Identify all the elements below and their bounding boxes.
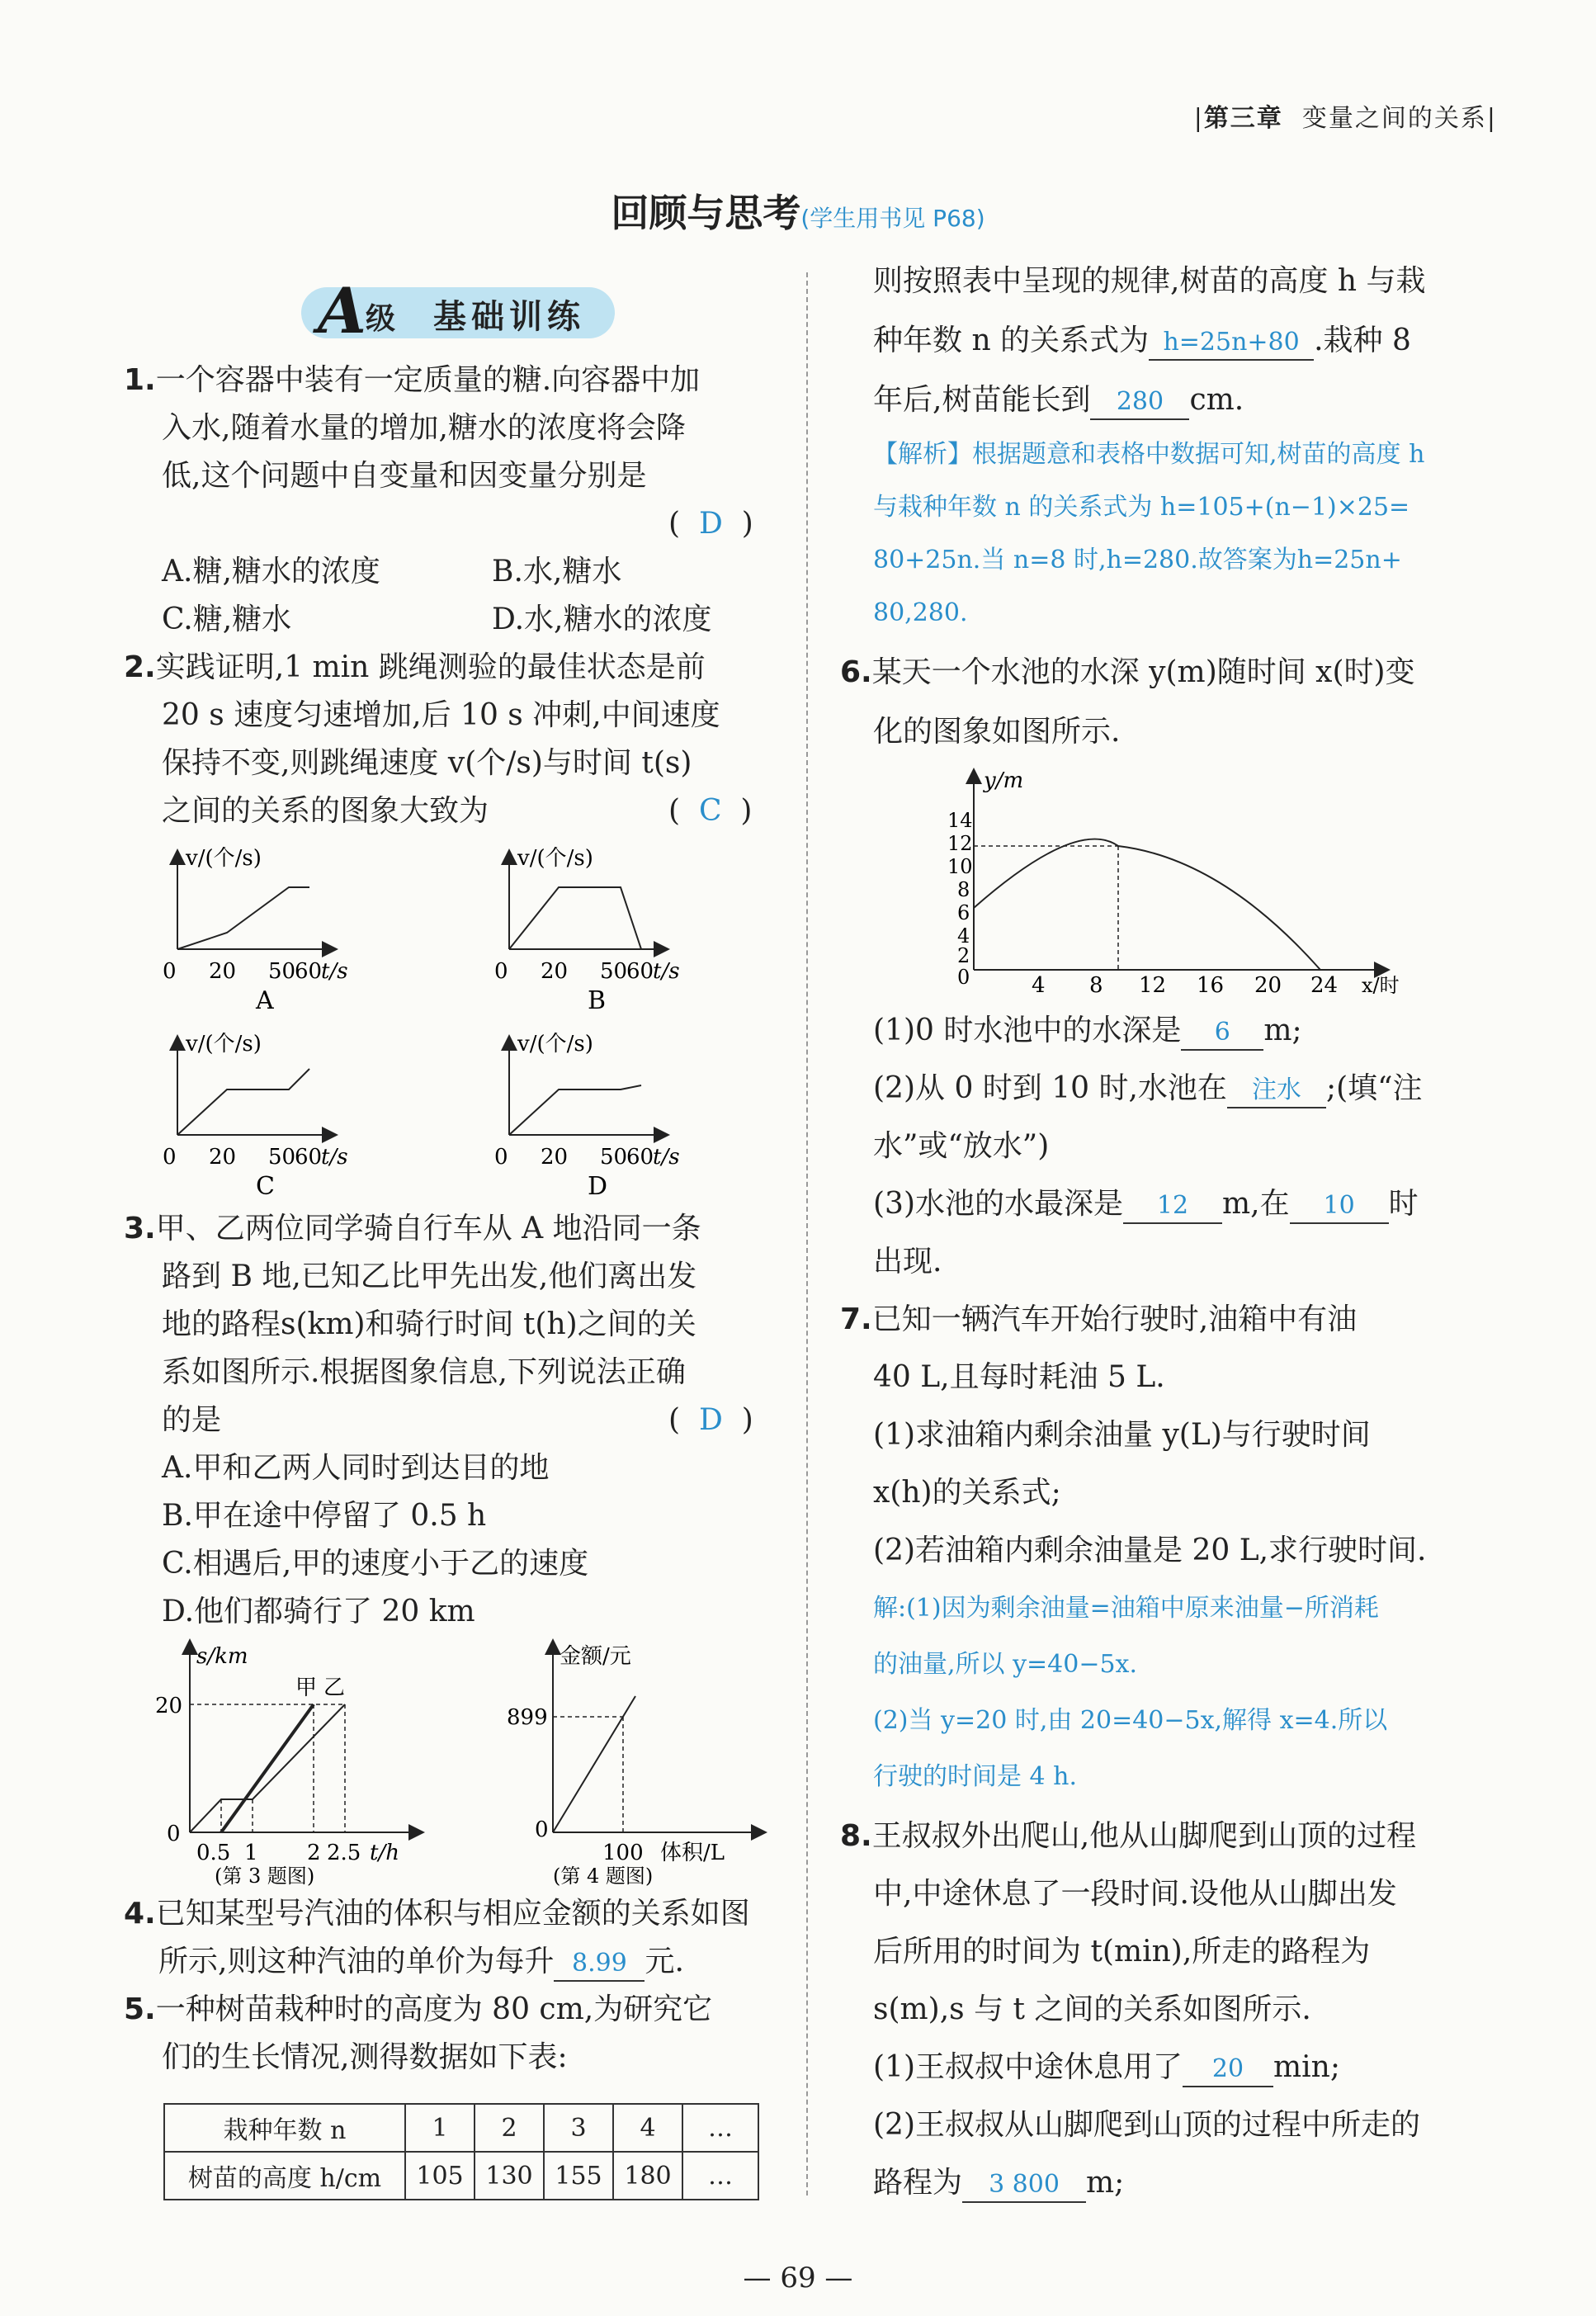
q3-line4: 系如图所示.根据图象信息,下列说法正确	[162, 1355, 686, 1389]
table-row	[164, 2104, 758, 2152]
q8-line3: 后所用的时间为 t(min),所走的路程为	[873, 1935, 1371, 1969]
q8-part2-answer	[873, 2159, 1124, 2207]
q2-c-tick50: 50	[268, 1145, 296, 1170]
q5-cont-line1: 则按照表中呈现的规律,树苗的高度 h 与栽	[873, 264, 1426, 298]
q2-c-tick60: 60	[295, 1145, 323, 1170]
q7-line5: (2)若油箱内剩余油量是 20 L,求行驶时间.	[873, 1534, 1427, 1567]
q7-solution4: 行驶的时间是 4 h.	[873, 1762, 1078, 1791]
q5-solution1: 【解析】根据题意和表格中数据可知,树苗的高度 h	[873, 440, 1425, 469]
q3-number: 3.	[124, 1212, 156, 1245]
q2-b-tick50: 50	[600, 959, 628, 984]
q6-p2-text: (2)从 0 时到 10 时,水池在	[873, 1071, 1227, 1105]
q2-a-xlabel: t/s	[321, 959, 348, 984]
q8-text1: 王叔叔外出爬山,他从山脚爬到山顶的过程	[871, 1819, 1417, 1853]
q4-text2a: 所示,则这种汽油的单价为每升	[158, 1945, 555, 1978]
q5-solution4: 80,280.	[873, 598, 968, 627]
q6-p3-end: 时	[1388, 1187, 1419, 1221]
table-row	[164, 2152, 758, 2200]
q2-answer: ( C )	[668, 794, 753, 828]
chapter-header: |第三章 变量之间的关系|	[1193, 104, 1497, 133]
q3-xlabel: t/h	[370, 1841, 399, 1865]
q8-p1-unit: min;	[1273, 2050, 1340, 2084]
q6-p3-text: (3)水池的水最深是	[873, 1187, 1123, 1221]
q1-answer: ( D )	[668, 507, 753, 541]
q6-part3	[873, 1180, 1419, 1228]
q6-p1-text: (1)0 时水池中的水深是	[873, 1014, 1182, 1047]
q8-answer1: 20	[1183, 2053, 1273, 2087]
q7-line2: 40 L,且每时耗油 5 L.	[873, 1360, 1165, 1394]
q1-answer-value: D	[698, 507, 723, 541]
q6-x20: 20	[1254, 973, 1282, 998]
q3-text1: 甲、乙两位同学骑自行车从 A 地沿同一条	[155, 1212, 701, 1245]
q2-d-ylabel: v/(个/s)	[517, 1032, 593, 1056]
q1-line3: 低,这个问题中自变量和因变量分别是	[162, 459, 647, 493]
q7-number: 7.	[840, 1302, 872, 1336]
q3-y20: 20	[155, 1694, 183, 1718]
banner-level: 级	[366, 301, 396, 336]
q4-text2b: 元.	[645, 1945, 684, 1978]
page-title-main: 回顾与思考	[611, 191, 801, 235]
q3-option-b: B.甲在途中停留了 0.5 h	[162, 1499, 487, 1533]
q6-p3-mid: m,在	[1222, 1187, 1290, 1221]
table-cell: 130	[475, 2152, 544, 2200]
q2-c-tick0: 0	[163, 1145, 177, 1170]
q6-p1-unit: m;	[1263, 1014, 1302, 1047]
banner-letter: A	[318, 274, 366, 347]
q6-x24: 24	[1310, 973, 1339, 998]
q5-text-r2b: .栽种 8	[1314, 324, 1411, 357]
q2-b-tick20: 20	[541, 959, 569, 984]
chapter-title: 变量之间的关系	[1301, 104, 1487, 133]
q3-x1: 1	[244, 1841, 258, 1865]
right-column-lower	[840, 0, 1517, 2316]
column-divider	[806, 272, 808, 2195]
q2-b-ylabel: v/(个/s)	[517, 846, 593, 871]
q2-d-tick20: 20	[541, 1145, 569, 1170]
q8-line1	[840, 1813, 1416, 1860]
q2-d-tick0: 0	[494, 1145, 508, 1170]
q2-c-xlabel: t/s	[321, 1145, 348, 1170]
q5-text1: 一种树苗栽种时的高度为 80 cm,为研究它	[155, 1992, 713, 2026]
q4-x100: 100	[602, 1841, 644, 1865]
q3-ylabel: s/km	[196, 1644, 248, 1669]
q8-part1	[873, 2044, 1340, 2091]
q6-x16: 16	[1197, 973, 1225, 998]
table-cell: 栽种年数 n	[164, 2104, 405, 2152]
q7-solution3: (2)当 y=20 时,由 20=40−5x,解得 x=4.所以	[873, 1706, 1388, 1735]
q8-line4: s(m),s 与 t 之间的关系如图所示.	[873, 1992, 1311, 2026]
q4-caption: (第 4 题图)	[553, 1865, 654, 1886]
q4-xlabel: 体积/L	[660, 1841, 725, 1865]
q7-text1: 已知一辆汽车开始行驶时,油箱中有油	[871, 1302, 1358, 1336]
q2-d-tick60: 60	[626, 1145, 654, 1170]
q2-line3: 保持不变,则跳绳速度 v(个/s)与时间 t(s)	[162, 746, 692, 780]
q4-zero: 0	[535, 1817, 549, 1842]
q4-answer: 8.99	[554, 1947, 645, 1982]
q3-caption: (第 3 题图)	[215, 1865, 315, 1886]
q8-p1-text: (1)王叔叔中途休息用了	[873, 2050, 1183, 2084]
q5-solution2: 与栽种年数 n 的关系式为 h=105+(n−1)×25=	[873, 493, 1410, 522]
page-title-ref: (学生用书见 P68)	[800, 205, 985, 232]
q3-answer-value: D	[698, 1403, 723, 1437]
q7-line4: x(h)的关系式;	[873, 1476, 1061, 1510]
q3-x2: 2	[307, 1841, 321, 1865]
q7-solution2: 的油量,所以 y=40−5x.	[873, 1650, 1138, 1679]
q8-p3-unit: m;	[1086, 2166, 1125, 2200]
chapter-label: 第三章	[1203, 104, 1283, 133]
q2-b-tick60: 60	[626, 959, 654, 984]
q1-option-c: C.糖,糖水	[162, 603, 292, 636]
q2-d-xlabel: t/s	[653, 1145, 680, 1170]
table-cell: 1	[405, 2104, 475, 2152]
q4-number: 4.	[124, 1897, 156, 1931]
table-cell: 105	[405, 2152, 475, 2200]
q6-number: 6.	[840, 655, 872, 689]
q6-answer2: 注水	[1227, 1074, 1326, 1108]
q4-ylabel: 金额/元	[560, 1644, 631, 1669]
q4-line1	[124, 1890, 750, 1938]
table-cell: …	[682, 2152, 758, 2200]
q5-text-r3b: cm.	[1189, 383, 1244, 417]
q5-text-r3a: 年后,树苗能长到	[873, 383, 1091, 417]
q6-p2-note: ;(填“注	[1325, 1071, 1423, 1105]
q3-option-d: D.他们都骑行了 20 km	[162, 1595, 475, 1628]
q5-number: 5.	[124, 1992, 156, 2026]
table-cell: 4	[613, 2104, 682, 2152]
q3-answer: ( D )	[668, 1403, 753, 1437]
q3-option-a: A.甲和乙两人同时到达目的地	[162, 1451, 550, 1485]
q1-option-a: A.糖,糖水的浓度	[162, 555, 380, 588]
q2-line2: 20 s 速度匀速增加,后 10 s 冲刺,中间速度	[162, 698, 720, 732]
q5-line1	[124, 1986, 712, 2034]
q6-part1	[873, 1007, 1302, 1055]
q2-text1: 实践证明,1 min 跳绳测验的最佳状态是前	[155, 650, 706, 684]
q6-line2: 化的图象如图所示.	[873, 715, 1121, 749]
q2-number: 2.	[124, 650, 156, 684]
left-column-bottom	[124, 0, 784, 2316]
q6-p3-end2: 出现.	[873, 1245, 942, 1279]
q5-answer1: h=25n+80	[1149, 326, 1314, 361]
q1-number: 1.	[124, 363, 156, 397]
q6-y14: 14	[947, 809, 973, 832]
q6-part2	[873, 1065, 1423, 1113]
q2-a-tick20: 20	[209, 959, 237, 984]
q6-answer3: 12	[1123, 1189, 1222, 1224]
q2-a-tick0: 0	[163, 959, 177, 984]
q7-solution1: 解:(1)因为剩余油量=油箱中原来油量−所消耗	[873, 1594, 1379, 1623]
q2-label-d: D	[588, 1172, 608, 1201]
q2-label-b: B	[588, 986, 607, 1015]
q6-answer1: 6	[1181, 1016, 1263, 1051]
q2-line4: 之间的关系的图象大致为	[162, 794, 489, 828]
q3-option-c: C.相遇后,甲的速度小于乙的速度	[162, 1547, 589, 1581]
q6-ylabel: y/m	[984, 768, 1024, 793]
q7-line3: (1)求油箱内剩余油量 y(L)与行驶时间	[873, 1418, 1371, 1452]
q2-c-tick20: 20	[209, 1145, 237, 1170]
q7-line1	[840, 1296, 1357, 1344]
q6-y6: 6	[957, 901, 970, 924]
q3-x05: 0.5	[196, 1841, 231, 1865]
q6-p2-note2: 水”或“放水”)	[873, 1129, 1050, 1163]
q2-a-tick60: 60	[295, 959, 323, 984]
q5-answer2: 280	[1090, 385, 1189, 420]
q6-x8: 8	[1089, 973, 1103, 998]
banner-text: 基础训练	[433, 298, 585, 336]
q4-line2	[158, 1938, 684, 1986]
q6-y2: 2	[957, 944, 970, 967]
q2-a-ylabel: v/(个/s)	[186, 846, 262, 871]
q8-answer2: 3 800	[962, 2168, 1086, 2203]
q2-label-c: C	[256, 1172, 275, 1201]
q6-x4: 4	[1032, 973, 1046, 998]
table-cell: 180	[613, 2152, 682, 2200]
q2-b-xlabel: t/s	[653, 959, 680, 984]
q2-d-tick50: 50	[600, 1145, 628, 1170]
q6-y8: 8	[957, 878, 970, 901]
q2-label-a: A	[256, 986, 274, 1015]
q8-number: 8.	[840, 1819, 872, 1853]
q5-solution3: 80+25n.当 n=8 时,h=280.故答案为h=25n+	[873, 546, 1402, 574]
q3-line3: 地的路程s(km)和骑行时间 t(h)之间的关	[162, 1307, 696, 1341]
table-cell: 树苗的高度 h/cm	[164, 2152, 405, 2200]
q2-a-tick50: 50	[268, 959, 296, 984]
page-number: — 69 —	[743, 2262, 853, 2295]
q1-text1: 一个容器中装有一定质量的糖.向容器中加	[155, 363, 701, 397]
q2-b-tick0: 0	[494, 959, 508, 984]
q3-yi-label: 乙	[323, 1676, 346, 1700]
q6-y12: 12	[947, 832, 973, 855]
q2-c-ylabel: v/(个/s)	[186, 1032, 262, 1056]
q5-line2: 们的生长情况,测得数据如下表:	[162, 2040, 568, 2074]
q4-text1: 已知某型号汽油的体积与相应金额的关系如图	[155, 1897, 750, 1931]
q8-part2: (2)王叔叔从山脚爬到山顶的过程中所走的	[873, 2108, 1420, 2142]
table-cell: 2	[475, 2104, 544, 2152]
q1-line2: 入水,随着水量的增加,糖水的浓度将会降	[162, 411, 686, 445]
q3-zero: 0	[167, 1822, 181, 1846]
q3-line2: 路到 B 地,已知乙比甲先出发,他们离出发	[162, 1260, 697, 1293]
q1-option-b: B.水,糖水	[492, 555, 622, 588]
table-cell: 155	[544, 2152, 613, 2200]
q6-zero: 0	[957, 966, 970, 989]
q6-y10: 10	[947, 855, 973, 878]
q8-p3-text: 路程为	[873, 2166, 963, 2200]
q6-x12: 12	[1139, 973, 1167, 998]
q5-table	[163, 2103, 759, 2200]
q6-y4: 4	[957, 924, 970, 948]
q3-jia-label: 甲	[295, 1676, 318, 1700]
table-cell: …	[682, 2104, 758, 2152]
q3-x25: 2.5	[327, 1841, 361, 1865]
q8-line2: 中,中途休息了一段时间.设他从山脚出发	[873, 1877, 1397, 1911]
q6-answer4: 10	[1290, 1189, 1389, 1224]
q6-xlabel: x/时	[1362, 974, 1400, 997]
q6-text1: 某天一个水池的水深 y(m)随时间 x(时)变	[871, 655, 1415, 689]
table-cell: 3	[544, 2104, 613, 2152]
q5-text-r2a: 种年数 n 的关系式为	[873, 324, 1150, 357]
q1-option-d: D.水,糖水的浓度	[492, 603, 712, 636]
q4-y899: 899	[507, 1705, 548, 1730]
q2-answer-value: C	[698, 794, 722, 828]
q3-line5: 的是	[162, 1403, 222, 1437]
